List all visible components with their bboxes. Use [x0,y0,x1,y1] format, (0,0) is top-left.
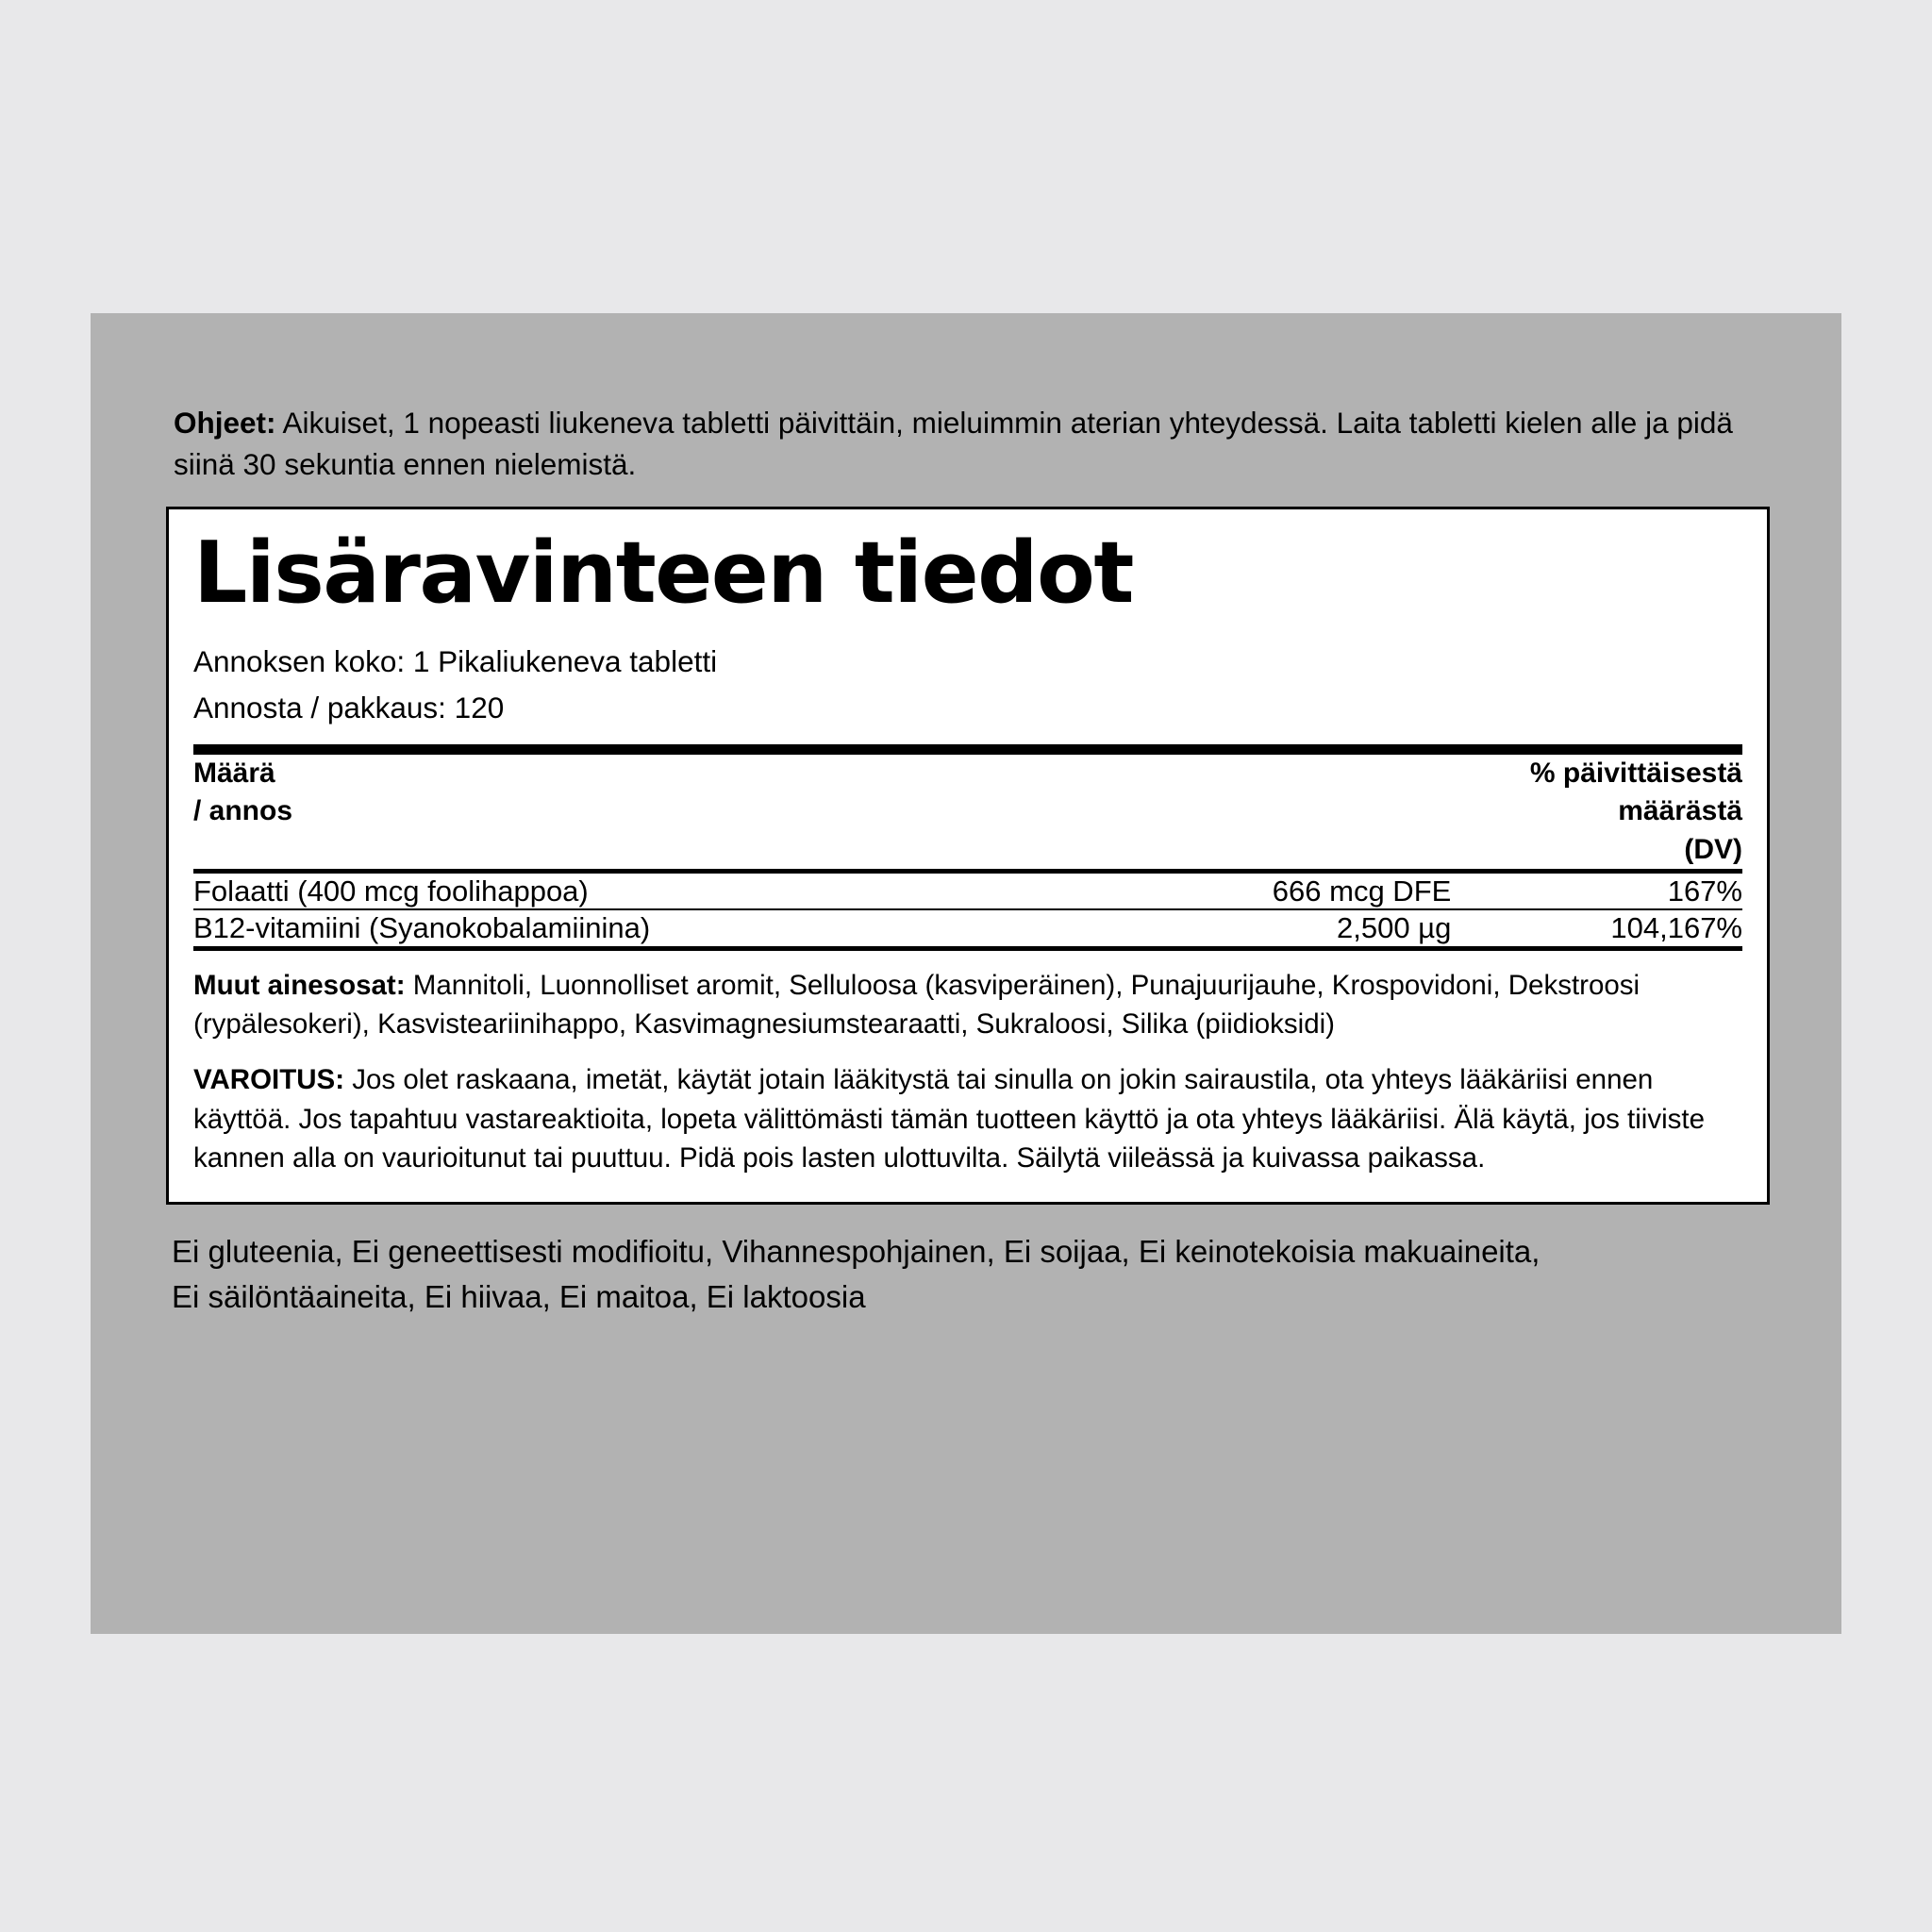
header-amount-line2: / annos [193,795,293,827]
table-row [193,910,1742,945]
warning-label: VAROITUS: [193,1064,345,1096]
header-dv-line1: % päivittäisestä [1529,757,1742,789]
directions-text [174,402,1758,486]
table-row [193,874,1742,908]
other-ingredients-text: Mannitoli, Luonnolliset aromit, Selluloosa (kasviperäinen), Punajuurijauhe, Krospovidoni, Dekstroosi (rypälesokeri), Kasvisteariinihappo, Kasvimagnesiumstearaatti, Sukraloosi, Silika (piidioksidi) [193,969,1641,1040]
nutrient-dv: 104,167% [1610,911,1742,945]
nutrient-table [193,874,1742,945]
directions-body: Aikuiset, 1 nopeasti liukeneva tabletti päivittäin, mieluimmin aterian yhteydessä. Laita tabletti kielen alle ja pidä siinä 30 sekuntia ennen nielemistä. [174,405,1733,482]
nutrient-name: Folaatti (400 mcg foolihappoa) [193,874,589,908]
header-dv-line2: määrästä [1618,795,1742,827]
supplement-facts-box [166,507,1770,1205]
nutrient-amount: 2,500 µg [1337,911,1452,945]
supplement-panel [91,313,1841,1634]
header-amount-line1: Määrä [193,757,275,789]
facts-title: Lisäravinteen tiedot [193,524,1133,623]
nutrient-amount: 666 mcg DFE [1272,874,1452,908]
facts-table [193,755,1742,870]
free-from-line-2: Ei säilöntäaineita, Ei hiivaa, Ei maitoa, Ei laktoosia [172,1278,866,1314]
servings-per-container: Annosta / pakkaus: 120 [193,691,505,725]
nutrient-name: B12-vitamiini (Syanokobalamiinina) [193,911,651,945]
free-from-claims [172,1229,1775,1320]
warning-body: Jos olet raskaana, imetät, käytät jotain lääkitystä tai sinulla on jokin sairaustila, ota yhteys lääkäriisi ennen käyttöä. Jos tapahtuu vastareaktioita, lopeta välittömästi tämän tuotteen käyttö ja ota yhteys lääkäriisi. Älä käytä, jos tiiviste kannen alla on vaurioitunut tai puuttuu. Pidä pois lasten ulottuvilta. Säilytä viileässä ja kuivassa paikassa. [193,1064,1706,1174]
facts-table-header-row [193,755,1742,870]
nutrient-dv: 167% [1667,874,1742,908]
serving-size: Annoksen koko: 1 Pikaliukeneva tabletti [193,643,718,678]
other-ingredients [193,951,1742,1044]
free-from-line-1: Ei gluteenia, Ei geneettisesti modifioitu, Vihannespohjainen, Ei soijaa, Ei keinotekoisia makuaineita, [172,1234,1541,1269]
directions-label: Ohjeet: [174,405,276,440]
header-dv-line3: (DV) [1684,833,1742,865]
other-ingredients-label: Muut ainesosat: [193,969,406,1001]
warning-text [193,1043,1742,1183]
header-dv-cell [686,755,1742,870]
divider-thick-top [193,744,1742,755]
header-amount-cell [193,755,686,870]
